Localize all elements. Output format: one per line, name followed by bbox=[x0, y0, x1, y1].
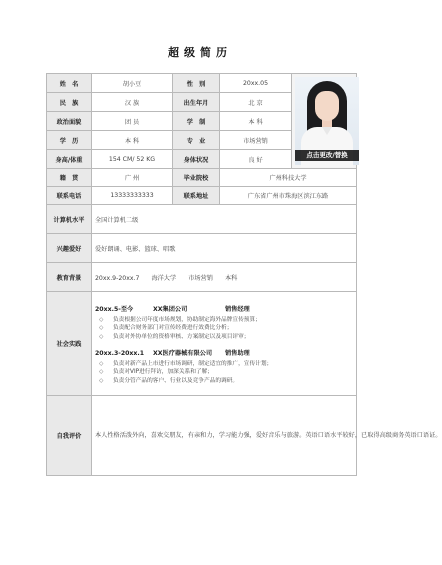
self-eval-value[interactable]: 本人性格活泼外向，喜欢交朋友，有亲和力，学习能力强，爱好音乐与旅游。英语口语水平较好，已取得高级商务英语口语证。 bbox=[92, 396, 357, 476]
hobbies-label: 兴趣爱好 bbox=[47, 234, 92, 263]
job-2-bullet: ◇ 负责对新产品上市进行市场调研，制定适宜的推广，宣传计划； bbox=[99, 360, 273, 367]
ethnicity-label: 民 族 bbox=[47, 93, 92, 112]
change-photo-banner[interactable]: 点击更改/替换 bbox=[295, 150, 359, 161]
edu-value[interactable] bbox=[92, 263, 357, 292]
gender-value[interactable]: 20xx.05 bbox=[220, 74, 292, 93]
diamond-bullet-icon: ◇ bbox=[99, 360, 104, 367]
job-1-bullet: ◇ 负责根据公司年度市场规划，协助制定海外品牌宣传预算； bbox=[99, 316, 261, 323]
birth-label: 出生年月 bbox=[173, 93, 220, 112]
profile-photo[interactable] bbox=[295, 77, 359, 165]
education-value[interactable]: 本 科 bbox=[92, 131, 173, 150]
resume-title: 超级简历 bbox=[168, 46, 232, 59]
practice-label: 社会实践 bbox=[47, 292, 92, 396]
photo-cell[interactable] bbox=[292, 74, 357, 169]
health-value[interactable]: 良 好 bbox=[220, 150, 292, 169]
photo-face bbox=[315, 91, 339, 121]
job-2-bullet: ◇ 负责对VIP进行拜访，加深关系和了解； bbox=[99, 369, 213, 376]
diamond-bullet-icon: ◇ bbox=[99, 316, 104, 323]
birth-value[interactable]: 北 京 bbox=[220, 93, 292, 112]
diamond-bullet-icon: ◇ bbox=[99, 369, 104, 376]
computer-label: 计算机水平 bbox=[47, 205, 92, 234]
diamond-bullet-icon: ◇ bbox=[99, 325, 104, 332]
job-1-bullet: ◇ 负责对外协单位的资格审核、方案制定以及项目评审； bbox=[99, 333, 250, 340]
diamond-bullet-icon: ◇ bbox=[99, 333, 104, 340]
edu-major: 市场营销 bbox=[188, 274, 213, 282]
native-label: 籍 贯 bbox=[47, 169, 92, 187]
gender-label: 性 别 bbox=[173, 74, 220, 93]
computer-value[interactable]: 全国计算机二级 bbox=[92, 205, 357, 234]
major-label: 专 业 bbox=[173, 131, 220, 150]
address-value[interactable]: 广东省广州市珠海区滨江东路 bbox=[220, 187, 357, 205]
degree-value[interactable]: 本 科 bbox=[220, 112, 292, 131]
phone-value[interactable]: 13333333333 bbox=[92, 187, 173, 205]
height-weight-label: 身高/体重 bbox=[47, 150, 92, 169]
politics-value[interactable]: 团 员 bbox=[92, 112, 173, 131]
school-label: 毕业院校 bbox=[173, 169, 220, 187]
job-2-bullet: ◇ 负责分管产品的客户、行业以及竞争产品的调研。 bbox=[99, 377, 239, 384]
major-value[interactable]: 市场营销 bbox=[220, 131, 292, 150]
ethnicity-value[interactable]: 汉 族 bbox=[92, 93, 173, 112]
school-value[interactable]: 广州科技大学 bbox=[220, 169, 357, 187]
education-label: 学 历 bbox=[47, 131, 92, 150]
native-value[interactable]: 广 州 bbox=[92, 169, 173, 187]
job-2-header: 20xx.3-20xx.1 XX医疗器械有限公司 销售助理 bbox=[95, 349, 250, 357]
name-label: 姓 名 bbox=[47, 74, 92, 93]
name-value[interactable]: 胡小豆 bbox=[92, 74, 173, 93]
politics-label: 政治面貌 bbox=[47, 112, 92, 131]
job-1-header: 20xx.5-至今 XX集团公司 销售经理 bbox=[95, 305, 250, 313]
edu-period: 20xx.9-20xx.7 bbox=[95, 274, 140, 282]
self-eval-label: 自我评价 bbox=[47, 396, 92, 476]
edu-school: 海洋大学 bbox=[151, 274, 177, 282]
diamond-bullet-icon: ◇ bbox=[99, 377, 104, 384]
resume-table bbox=[46, 73, 442, 476]
job-1-bullet: ◇ 负责配合财务部门对宣传经费进行效费比分析； bbox=[99, 325, 233, 332]
address-label: 联系地址 bbox=[173, 187, 220, 205]
edu-label: 教育背景 bbox=[47, 263, 92, 292]
edu-degree: 本科 bbox=[224, 274, 238, 282]
height-weight-value[interactable]: 154 CM/ 52 KG bbox=[92, 150, 173, 169]
health-label: 身体状况 bbox=[173, 150, 220, 169]
phone-label: 联系电话 bbox=[47, 187, 92, 205]
practice-content[interactable] bbox=[92, 292, 357, 396]
hobbies-value[interactable]: 爱好朗诵、电影、篮球、唱歌 bbox=[92, 234, 357, 263]
degree-label: 学 制 bbox=[173, 112, 220, 131]
